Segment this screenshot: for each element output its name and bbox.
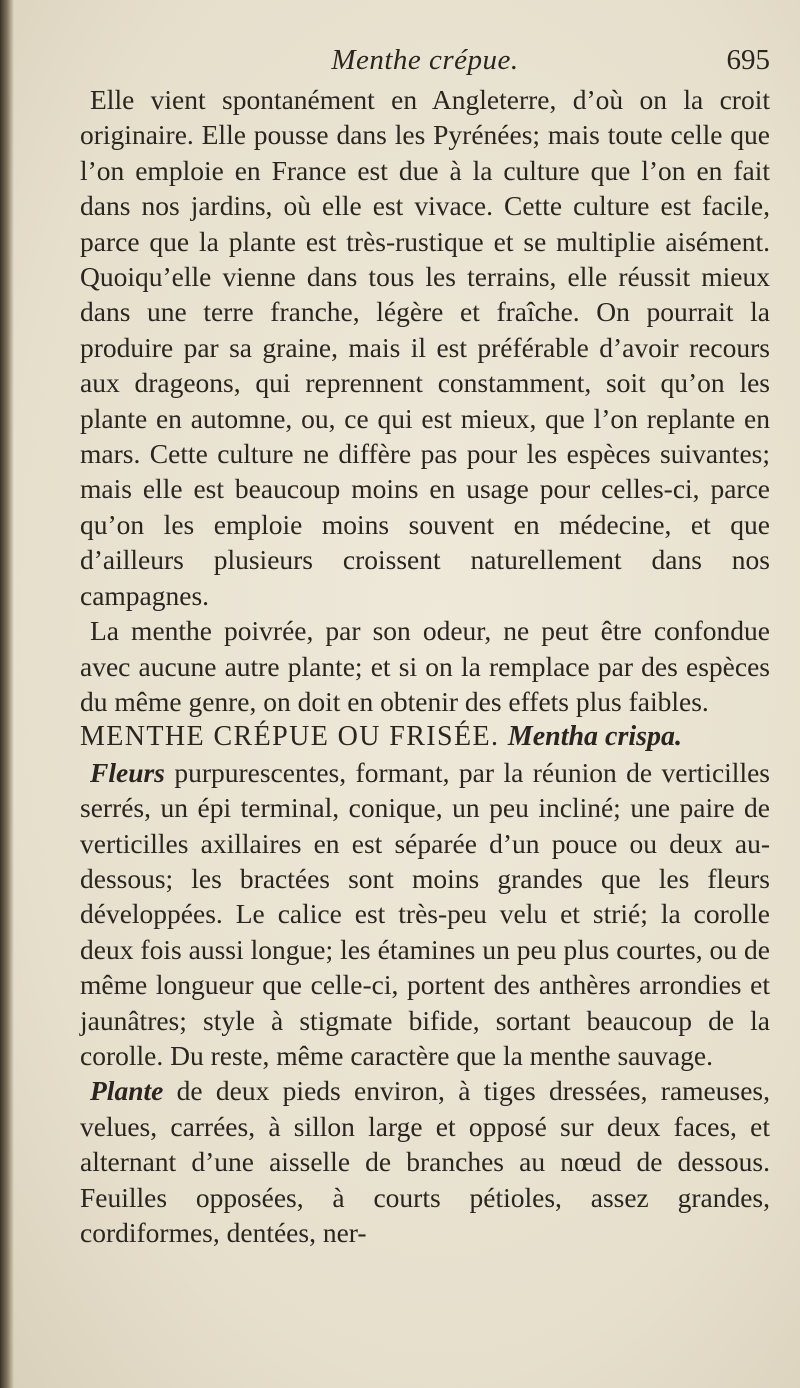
page-number: 695 — [726, 44, 770, 76]
section-title-latin: Mentha crispa. — [507, 721, 683, 753]
paragraph-plant-text: de deux pieds environ, à tiges dressées, rameuses, velues, carrées, à sillon large et opposé sur deux faces, et alternant d’une aisselle de branches au nœud de dessous. Feuilles opposées, à courts pétioles, assez grandes, cordiformes, dentées, ner- — [80, 1075, 770, 1248]
paragraph-flowers — [80, 755, 770, 1074]
paragraph-culture: Elle vient spontanément en Angleterre, d’où on la croit originaire. Elle pousse dans les Pyrénées; mais toute celle que l’on emploie en France est due à la culture que l’on en fait dans nos jardins, où elle est vivace. Cette culture est facile, parce que la plante est très-rustique et se multiplie aisément. Quoiqu’elle vienne dans tous les terrains, elle réussit mieux dans une terre franche, légère et fraîche. On pourrait la produire par sa graine, mais il est préférable d’avoir recours aux drageons, qui reprennent constamment, soit qu’on les plante en automne, ou, ce qui est mieux, que l’on replante en mars. Cette culture ne diffère pas pour les espèces suivantes; mais elle est beaucoup moins en usage pour celles-ci, parce qu’on les emploie moins souvent en médecine, et que d’ailleurs plusieurs croissent naturellement dans nos campagnes. — [80, 84, 770, 611]
page-binding-edge — [0, 0, 14, 1388]
paragraph-plant-lead: Plante — [90, 1075, 164, 1107]
running-title: Menthe crépue. — [331, 44, 519, 76]
page-body — [80, 82, 770, 1250]
paragraph-flowers-text: purpurescentes, formant, par la réunion de verticilles serrés, un épi terminal, conique, un peu incliné; une paire de verticilles axillaires en est séparée d’un pouce ou deux au-dessous; les bractées sont moins grandes que les fleurs développées. Le calice est très-peu velu et strié; la corolle deux fois aussi longue; les étamines un peu plus courtes, ou de même longueur que celle-ci, portent des anthères arrondies et jaunâtres; style à stigmate bifide, sortant beaucoup de la corolle. Du reste, même caractère que la menthe sauvage. — [80, 756, 770, 1071]
page-header — [80, 44, 770, 84]
paragraph-flowers-lead: Fleurs — [90, 756, 165, 788]
section-title-french: MENTHE CRÉPUE OU FRISÉE. — [80, 721, 500, 753]
paragraph-peppermint: La menthe poivrée, par son odeur, ne peut être confondue avec aucune autre plante; et si on la remplace par des espèces du même genre, on doit en obtenir des effets plus faibles. — [80, 615, 770, 717]
section-title — [80, 719, 770, 754]
paragraph-plant — [80, 1073, 770, 1250]
